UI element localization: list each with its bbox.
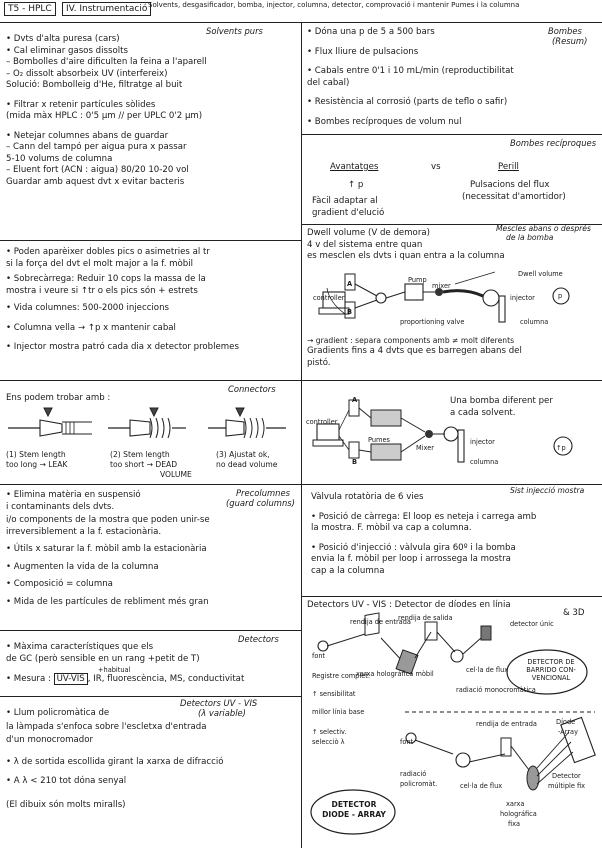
text-line: • Augmenten la vida de la columna bbox=[6, 561, 159, 572]
text-line: – Cann del tampó per aigua pura x passar bbox=[6, 142, 187, 152]
pumps-subtitle: (Resum) bbox=[552, 36, 588, 46]
caption-line: (1) Stem length bbox=[6, 450, 66, 459]
connectors-title: Connectors bbox=[228, 384, 276, 394]
measure-line bbox=[6, 674, 244, 686]
caption-line: (3) Ajustat ok, bbox=[216, 450, 270, 459]
mixer-icon bbox=[425, 430, 433, 438]
header-code: T5 - HPLC bbox=[4, 2, 56, 16]
text-line: Dwell volume (V de demora) bbox=[307, 228, 430, 238]
pressure-label: p bbox=[558, 292, 563, 300]
text-line: • Dóna una p de 5 a 500 bars bbox=[307, 27, 435, 37]
divider bbox=[0, 696, 301, 697]
connector-ok-drawing bbox=[208, 408, 286, 438]
label-detector-unic: detector únic bbox=[510, 620, 554, 628]
text-line: i/o components de la mostra que poden unir-se bbox=[6, 515, 210, 525]
dangers-heading: Perill bbox=[498, 162, 519, 172]
dwell-volume-line bbox=[443, 291, 483, 296]
text-line: • λ de sortida escollida girant la xarxa de difracció bbox=[6, 756, 224, 767]
valve-to-pump-line bbox=[386, 292, 405, 298]
divider bbox=[301, 596, 602, 597]
injection-title: Sist injecció mostra bbox=[510, 486, 585, 495]
precolumns-title: Precolumnes bbox=[236, 488, 290, 498]
divider bbox=[301, 380, 602, 381]
pump-label: Pump bbox=[408, 276, 427, 284]
text-line: → gradient : separa components amb ≠ molt diferents bbox=[307, 336, 515, 345]
injector-icon bbox=[483, 290, 499, 306]
measure-rest: , IR, fluorescència, MS, conductivitat bbox=[87, 674, 245, 684]
label-barrido-conventional bbox=[516, 658, 586, 682]
fixed-grating-icon bbox=[527, 766, 539, 790]
label-radiacio-poli: radiació bbox=[400, 770, 427, 778]
detectors-title: Detectors bbox=[238, 634, 279, 644]
text-line: • Dvts d'alta puresa (cars) bbox=[6, 34, 120, 44]
text-line: irreversiblement a la f. estacionària. bbox=[6, 526, 162, 537]
label-line: BARRIDO CON- bbox=[526, 666, 576, 674]
divider bbox=[0, 380, 301, 381]
label-line: DIODE - ARRAY bbox=[322, 810, 386, 819]
controller-label: controller bbox=[306, 418, 338, 426]
text-line: i contaminants dels dvts. bbox=[6, 501, 115, 512]
header-components: Solvents, desgasificador, bomba, injector, columna, detector, comprovació i mantenir Pumes i la columna bbox=[148, 1, 520, 9]
text-line: si la força del dvt el molt major a la f. mòbil bbox=[6, 258, 194, 269]
text-line: • Sobrecàrrega: Reduir 10 cops la massa de la bbox=[6, 274, 206, 284]
label-selectivitat: ↑ selectiv. bbox=[312, 728, 347, 736]
label-line: VENCIONAL bbox=[531, 674, 571, 682]
connector-leak-drawing bbox=[8, 408, 92, 436]
text-line: • Cal eliminar gasos dissolts bbox=[6, 45, 128, 56]
label-radiacio-poli-2: policromàt. bbox=[400, 780, 438, 788]
column-icon bbox=[499, 296, 505, 322]
caption-line: too long → LEAK bbox=[6, 460, 68, 469]
column-icon bbox=[458, 430, 464, 462]
pumps-section bbox=[307, 27, 514, 128]
entrance-slit-icon bbox=[501, 738, 511, 756]
text-line: – Eluent fort (ACN : aigua) 80/20 10-20 vol bbox=[6, 165, 189, 175]
label-seleccio: selecciò λ bbox=[312, 738, 345, 746]
text-line: • Resistència al corrosió (parts de teflo o safir) bbox=[307, 97, 508, 107]
injection-section bbox=[311, 492, 536, 577]
danger-line: Pulsacions del flux bbox=[470, 180, 550, 190]
advantage-line: gradient d'elució bbox=[312, 208, 385, 218]
label-font: font bbox=[312, 652, 326, 660]
vs-label: vs bbox=[431, 162, 441, 172]
lamp-icon bbox=[318, 641, 328, 651]
label-line: DETECTOR bbox=[331, 800, 377, 809]
text-line: (El dibuix són molts miralls) bbox=[6, 799, 126, 810]
divider bbox=[0, 484, 301, 485]
detectors-section bbox=[6, 642, 244, 686]
solvent-lines bbox=[355, 284, 377, 308]
pumps-title: Bombes bbox=[548, 26, 582, 36]
text-line: • Elimina matèria en suspensió bbox=[6, 490, 141, 500]
habitual-note: +habitual bbox=[98, 666, 131, 674]
text-line: • Cabals entre 0'1 i 10 mL/min (reproductibilitat bbox=[307, 66, 514, 76]
multi-pump-diagram bbox=[305, 396, 600, 476]
header bbox=[0, 0, 602, 23]
pump-per-solvent-note-2: a cada solvent. bbox=[450, 408, 516, 418]
divider bbox=[0, 630, 301, 631]
diode-array-title-tail: & 3D bbox=[563, 608, 585, 618]
connector-caption-2 bbox=[110, 450, 192, 480]
label-rendija-entrada: rendija de entrada bbox=[350, 618, 411, 626]
connector-caption-1 bbox=[6, 450, 67, 470]
pumps-label: Pumes bbox=[368, 436, 390, 444]
label-rendija-salida: rendija de salida bbox=[398, 614, 453, 622]
text-line: • Columna vella → ↑p x mantenir cabal bbox=[6, 322, 176, 333]
caption-line: (2) Stem length bbox=[110, 450, 170, 459]
text-line: de GC (però sensible en un rang +petit de T) bbox=[6, 653, 200, 664]
divider bbox=[301, 134, 602, 135]
text-line: • Llum policromàtica de bbox=[6, 708, 110, 718]
mixer-label: mixer bbox=[432, 282, 451, 290]
mixing-title: Mescles abans o després bbox=[496, 224, 591, 233]
uv-vis-boxed: UV-VIS bbox=[54, 673, 88, 685]
text-line: • Injector mostra patró cada dia x detector problemes bbox=[6, 342, 239, 352]
reciprocating-title: Bombes recíproques bbox=[510, 138, 597, 148]
text-line: Guardar amb aquest dvt x evitar bacteris bbox=[6, 176, 185, 187]
solvent-a-label: A bbox=[352, 396, 358, 404]
text-line: d'un monocromador bbox=[6, 735, 93, 745]
column-divider bbox=[301, 22, 302, 848]
uvvis-section bbox=[6, 708, 223, 811]
text-line: Vàlvula rotatòria de 6 vies bbox=[311, 492, 424, 502]
pump-a-icon bbox=[371, 410, 401, 426]
text-line: • Posició d'injecció : vàlvula gira 60º i la bomba bbox=[311, 542, 516, 553]
label-xarxa-2b: holográfica bbox=[500, 810, 537, 818]
text-line: • Flux lliure de pulsacions bbox=[307, 46, 419, 57]
text-line: • Composició = columna bbox=[6, 579, 113, 589]
controller-computer-icon bbox=[313, 424, 343, 446]
pressure-label: ↑p bbox=[556, 444, 566, 452]
column-label: columna bbox=[520, 318, 549, 326]
injector-label: injector bbox=[510, 294, 535, 302]
connectors-intro: Ens podem trobar amb : bbox=[6, 393, 111, 403]
columns-section bbox=[6, 247, 239, 354]
dwell-section bbox=[307, 228, 505, 263]
injector-icon bbox=[444, 427, 458, 441]
label-millor-linia: millor línia base bbox=[312, 708, 365, 716]
text-line: • Netejar columnes abans de guardar bbox=[6, 130, 169, 141]
text-line: • Vida columnes: 500-2000 injeccions bbox=[6, 303, 169, 313]
caption-line: no dead volume bbox=[216, 460, 278, 469]
text-line: • Filtrar x retenir partícules sòlides bbox=[6, 99, 156, 110]
text-line: • Bombes recíproques de volum nul bbox=[307, 116, 462, 127]
solvent-b-label: B bbox=[347, 308, 353, 316]
pump-b-icon bbox=[371, 444, 401, 460]
text-line: 5-10 volums de columna bbox=[6, 153, 113, 164]
dwell-volume-label: Dwell volume bbox=[518, 270, 563, 278]
label-xarxa-mobil: xarxa holográfica mòbil bbox=[356, 670, 434, 678]
label-xarxa-2c: fixa bbox=[508, 820, 521, 828]
divider bbox=[0, 240, 301, 241]
text-line: cap a la columna bbox=[311, 565, 385, 576]
solvent-b-label: B bbox=[352, 458, 358, 466]
text-line: envia la f. mòbil per loop i arrossega la mostra bbox=[311, 554, 511, 564]
label-detector-multiple: Detector bbox=[552, 772, 581, 780]
label-rendija-entrada-2: rendija de entrada bbox=[476, 720, 537, 728]
flow-cell-icon bbox=[456, 753, 470, 767]
text-line: es mesclen els dvts i quan entra a la columna bbox=[307, 251, 505, 261]
proportioning-valve-icon bbox=[376, 293, 386, 303]
label-diode-array: -Array bbox=[558, 728, 578, 736]
danger-line: (necessitat d'amortidor) bbox=[462, 192, 566, 202]
detector-icon bbox=[481, 626, 491, 640]
solvent-a-label: A bbox=[347, 280, 353, 288]
text-line: del cabal) bbox=[307, 77, 350, 88]
measure-label: • Mesura : bbox=[6, 674, 51, 684]
text-line: (mida màx HPLC : 0'5 μm // per UPLC 0'2 μm) bbox=[6, 111, 203, 121]
solvents-title: Solvents purs bbox=[206, 26, 263, 36]
header-unit: IV. Instrumentació bbox=[62, 2, 151, 16]
advantage-line: ↑ p bbox=[348, 180, 364, 190]
precolumns-subtitle: (guard columns) bbox=[226, 498, 295, 508]
label-diode: Díode bbox=[556, 718, 576, 726]
connector-caption-3 bbox=[216, 450, 277, 470]
text-line: • Mida de les partícules de rebliment més gran bbox=[6, 596, 209, 607]
pump-per-solvent-note: Una bomba diferent per bbox=[450, 396, 553, 406]
controller-label: controller bbox=[313, 294, 345, 302]
text-line: – O₂ dissolt absorbeix UV (interfereix) bbox=[6, 68, 168, 79]
label-xarxa-2a: xarxa bbox=[506, 800, 525, 808]
text-line: • Màxima característiques que els bbox=[6, 642, 154, 652]
text-line: 4 v del sistema entre quan bbox=[307, 239, 423, 250]
column-label: columna bbox=[470, 458, 499, 466]
proportioning-label: proportioning valve bbox=[400, 318, 465, 326]
label-registre: Registre complet: bbox=[312, 672, 371, 680]
text-line: – Bombolles d'aire dificulten la feina a l'aparell bbox=[6, 57, 207, 67]
label-cel-flux-2: cel·la de flux bbox=[460, 782, 503, 790]
mixing-title-2: de la bomba bbox=[506, 233, 554, 242]
gradient-section bbox=[307, 336, 522, 369]
text-line: • Útils x saturar la f. mòbil amb la estacionària bbox=[6, 544, 207, 554]
text-line: Solució: Bombolleig d'He, filtratge al buit bbox=[6, 80, 183, 90]
solvents-section bbox=[6, 34, 207, 188]
label-sensibilitat: ↑ sensibilitat bbox=[312, 690, 356, 698]
injector-label: injector bbox=[470, 438, 495, 446]
text-line: la làmpada s'enfoca sobre l'escletxa d'entrada bbox=[6, 721, 207, 732]
advantage-line: Fàcil adaptar al bbox=[312, 196, 378, 206]
connector-dead-volume-drawing bbox=[108, 408, 186, 438]
divider bbox=[301, 484, 602, 485]
flow-cell-icon bbox=[451, 650, 463, 662]
caption-line: too short → DEAD bbox=[110, 460, 178, 469]
connector-drawings bbox=[0, 400, 301, 450]
diode-array-title: Detectors UV - VIS : Detector de díodes en línia bbox=[307, 600, 511, 610]
label-cel-flux: cel·la de flux bbox=[466, 666, 509, 674]
text-line: • Posició de càrrega: El loop es neteja i carrega amb bbox=[311, 511, 537, 522]
uvvis-subtitle: (λ variable) bbox=[198, 708, 246, 718]
label-detector-diode-array bbox=[320, 800, 388, 820]
text-line: • Poden aparèixer dobles pics o asimetries al tr bbox=[6, 247, 210, 257]
label-line: DETECTOR DE bbox=[527, 658, 575, 666]
pump-icon bbox=[405, 284, 423, 300]
advantages-heading: Avantatges bbox=[330, 162, 379, 172]
solvent-b-bottle-icon bbox=[349, 442, 359, 458]
text-line: pistó. bbox=[307, 357, 331, 368]
label-radiacio-mono: radiació monocromàtica bbox=[456, 686, 536, 694]
text-line: • A λ < 210 tot dóna senyal bbox=[6, 776, 127, 786]
exit-slit-icon bbox=[425, 622, 437, 640]
label-font-2: font bbox=[400, 738, 414, 746]
mixer-label: Mixer bbox=[416, 444, 434, 452]
text-line: mostra i veure si ↑tr o els pics són + estrets bbox=[6, 285, 198, 296]
uvvis-title: Detectors UV - VIS bbox=[180, 698, 258, 708]
text-line: Gradients fins a 4 dvts que es barregen abans del bbox=[307, 346, 522, 356]
text-line: la mostra. F. mòbil va cap a columna. bbox=[311, 523, 472, 533]
precolumns-section bbox=[6, 490, 210, 608]
label-detector-multiple-2: múltiple fix bbox=[548, 782, 586, 790]
caption-line: VOLUME bbox=[160, 470, 192, 479]
